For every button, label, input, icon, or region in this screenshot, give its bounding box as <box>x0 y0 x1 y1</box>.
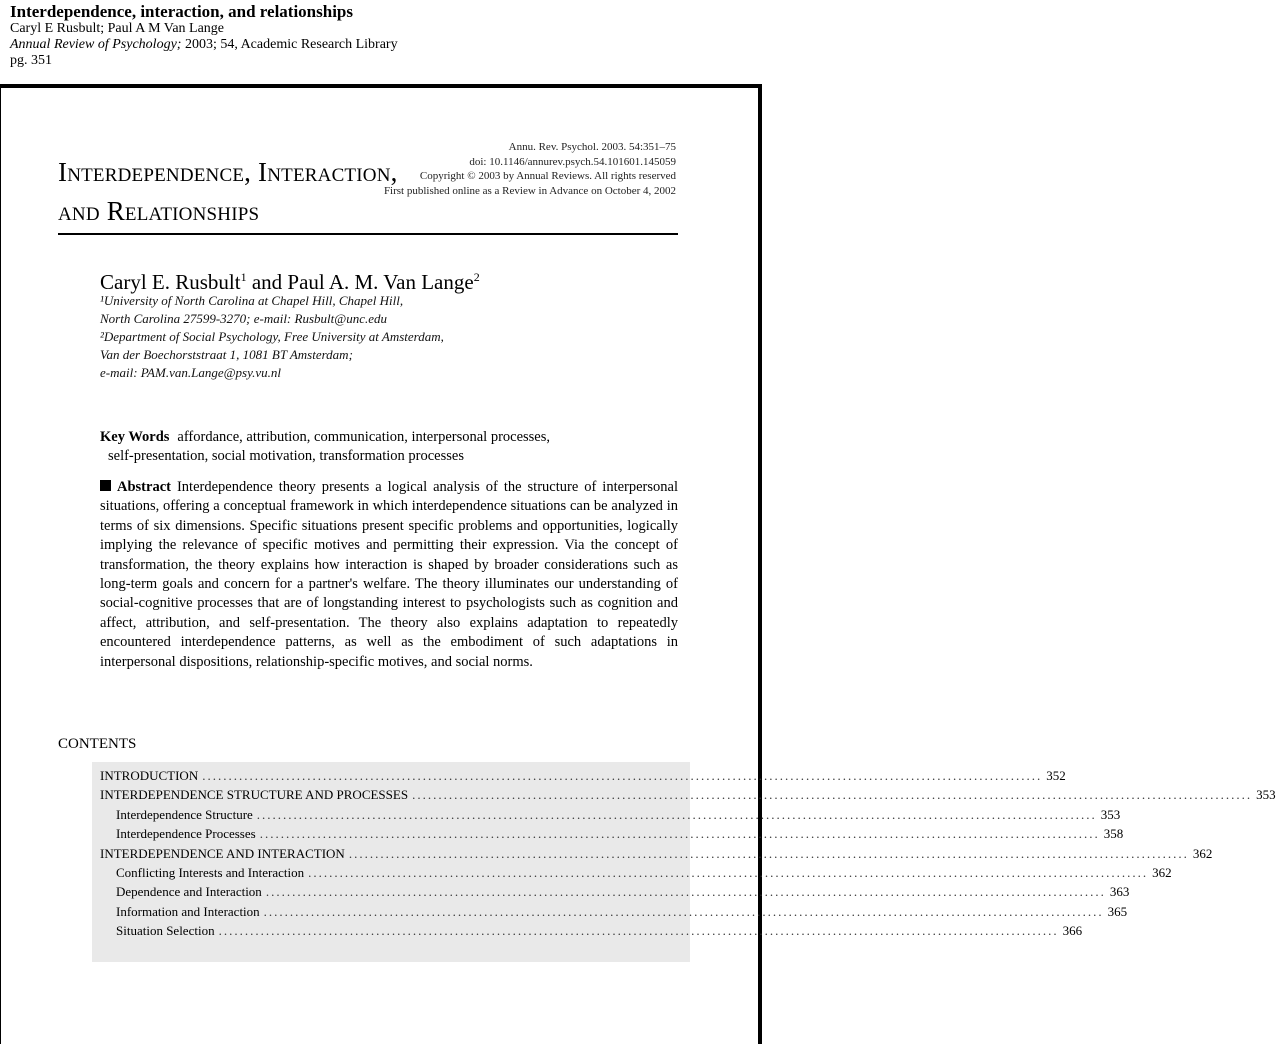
toc-entry-label: Situation Selection <box>116 923 215 939</box>
toc-entry-page: 362 <box>1152 865 1172 881</box>
table-of-contents <box>92 762 1276 962</box>
toc-entry-label: Dependence and Interaction <box>116 884 262 900</box>
paper-title-line2: and Relationships <box>58 196 260 226</box>
keywords-line1: affordance, attribution, communication, interpersonal processes, <box>177 429 551 445</box>
toc-entry[interactable] <box>100 824 1124 843</box>
toc-entry-label: Conflicting Interests and Interaction <box>116 865 305 881</box>
toc-entry-label: INTRODUCTION <box>100 768 199 783</box>
toc-entry-page: 363 <box>1109 884 1130 900</box>
affiliation-line: Van der Boechorststraat 1, 1081 BT Amsterdam; <box>100 347 353 362</box>
affiliation-line: North Carolina 27599-3270; e-mail: Rusbult@unc.edu <box>100 311 387 326</box>
toc-leader-dots: ................................................................................................................................................................ <box>265 884 1106 900</box>
toc-entry-page: 365 <box>1107 903 1128 919</box>
article-source <box>10 37 750 53</box>
toc-entry-label: Interdependence Processes <box>116 826 256 842</box>
toc-entry[interactable] <box>100 863 1172 882</box>
keywords-label: Key Words <box>100 429 170 445</box>
title-rule <box>58 233 678 235</box>
citation-header <box>10 2 750 69</box>
author-2: Paul A. M. Van Lange <box>287 270 474 294</box>
toc-entry-page: 358 <box>1103 826 1124 842</box>
toc-entry-page: 353 <box>1256 787 1276 803</box>
toc-entry[interactable] <box>100 844 1213 863</box>
toc-entry[interactable] <box>100 785 1276 804</box>
toc-leader-dots: ................................................................................................................................................................ <box>308 865 1149 881</box>
journal-name: Annual Review of Psychology; <box>10 37 182 52</box>
affiliation-line: ¹University of North Carolina at Chapel Hill, Chapel Hill, <box>100 293 404 308</box>
paper-title <box>58 153 678 231</box>
meta-copyright: Copyright © 2003 by Annual Reviews. All rights reserved <box>419 170 676 182</box>
article-title: Interdependence, interaction, and relationships <box>10 2 354 21</box>
toc-leader-dots: ................................................................................................................................................................ <box>412 787 1253 803</box>
toc-entry[interactable] <box>100 805 1121 824</box>
toc-leader-dots: ................................................................................................................................................................ <box>256 806 1097 822</box>
abstract-label: Abstract <box>117 479 171 495</box>
toc-entry-label: Interdependence Structure <box>116 806 253 822</box>
toc-entry-label: INTERDEPENDENCE AND INTERACTION <box>100 845 345 861</box>
meta-published: First published online as a Review in Advance on October 4, 2002 <box>383 184 676 197</box>
toc-entry[interactable] <box>100 766 1066 785</box>
toc-leader-dots: ................................................................................................................................................................ <box>202 768 1043 783</box>
author-2-mark: 2 <box>473 270 480 284</box>
paper-title-line1: Interdependence, Interaction, <box>58 157 398 187</box>
article-authors: Caryl E Rusbult; Paul A M Van Lange <box>10 21 225 36</box>
author-1-mark: 1 <box>240 270 247 284</box>
toc-entry-page: 366 <box>1062 923 1083 939</box>
toc-entry[interactable] <box>100 921 1083 940</box>
meta-doi: doi: 10.1146/annurev.psych.54.101601.145059 <box>469 155 676 168</box>
author-1: Caryl E. Rusbult <box>100 270 241 294</box>
affiliation-line: ²Department of Social Psychology, Free University at Amsterdam, <box>100 329 444 344</box>
toc-entry-page: 352 <box>1046 768 1066 783</box>
toc-entry-page: 353 <box>1100 806 1121 822</box>
affiliations <box>100 292 444 382</box>
article-page: pg. 351 <box>10 53 52 68</box>
toc-entry-page: 362 <box>1192 845 1213 861</box>
keywords-line2: self-presentation, social motivation, transformation processes <box>108 448 464 464</box>
affiliation-line: e-mail: PAM.van.Lange@psy.vu.nl <box>100 365 282 380</box>
toc-entry[interactable] <box>100 902 1128 921</box>
toc-entry-label: Information and Interaction <box>116 903 260 919</box>
abstract-text: Interdependence theory presents a logical analysis of the structure of interpersonal situations, offering a conceptual framework in which interdependence situations can be analyzed in terms of six dimensions. Specific situations present specific problems and opportunities, logically implying the relevance of specific motives and permitting their expression. Via the concept of transformation, the theory explains how interaction is shaped by broader considerations such as long-term goals and concern for a partner's welfare. The theory illuminates our understanding of social-cognitive processes that are of longstanding interest to psychologists such as cognition and affect, attribution, and self-presentation. The theory also explains adaptation to repeatedly encountered interdependence patterns, as well as the embodiment of such adaptations in interpersonal dispositions, relationship-specific motives, and social norms. <box>100 479 678 670</box>
paper-authors <box>100 264 480 295</box>
toc-leader-dots: ................................................................................................................................................................ <box>348 845 1189 861</box>
toc-list <box>92 762 1276 941</box>
meta-citation: Annu. Rev. Psychol. 2003. 54:351–75 <box>508 141 676 153</box>
toc-entry[interactable] <box>100 882 1130 901</box>
source-details: 2003; 54, Academic Research Library <box>181 37 398 52</box>
abstract <box>100 478 678 672</box>
toc-entry-label: INTERDEPENDENCE STRUCTURE AND PROCESSES <box>100 787 409 803</box>
author-and: and <box>246 270 288 294</box>
keywords <box>100 428 680 466</box>
abstract-bullet <box>100 480 111 491</box>
toc-leader-dots: ................................................................................................................................................................ <box>218 923 1059 939</box>
toc-leader-dots: ................................................................................................................................................................ <box>263 903 1104 919</box>
contents-heading: CONTENTS <box>58 736 137 752</box>
toc-leader-dots: ................................................................................................................................................................ <box>259 826 1100 842</box>
